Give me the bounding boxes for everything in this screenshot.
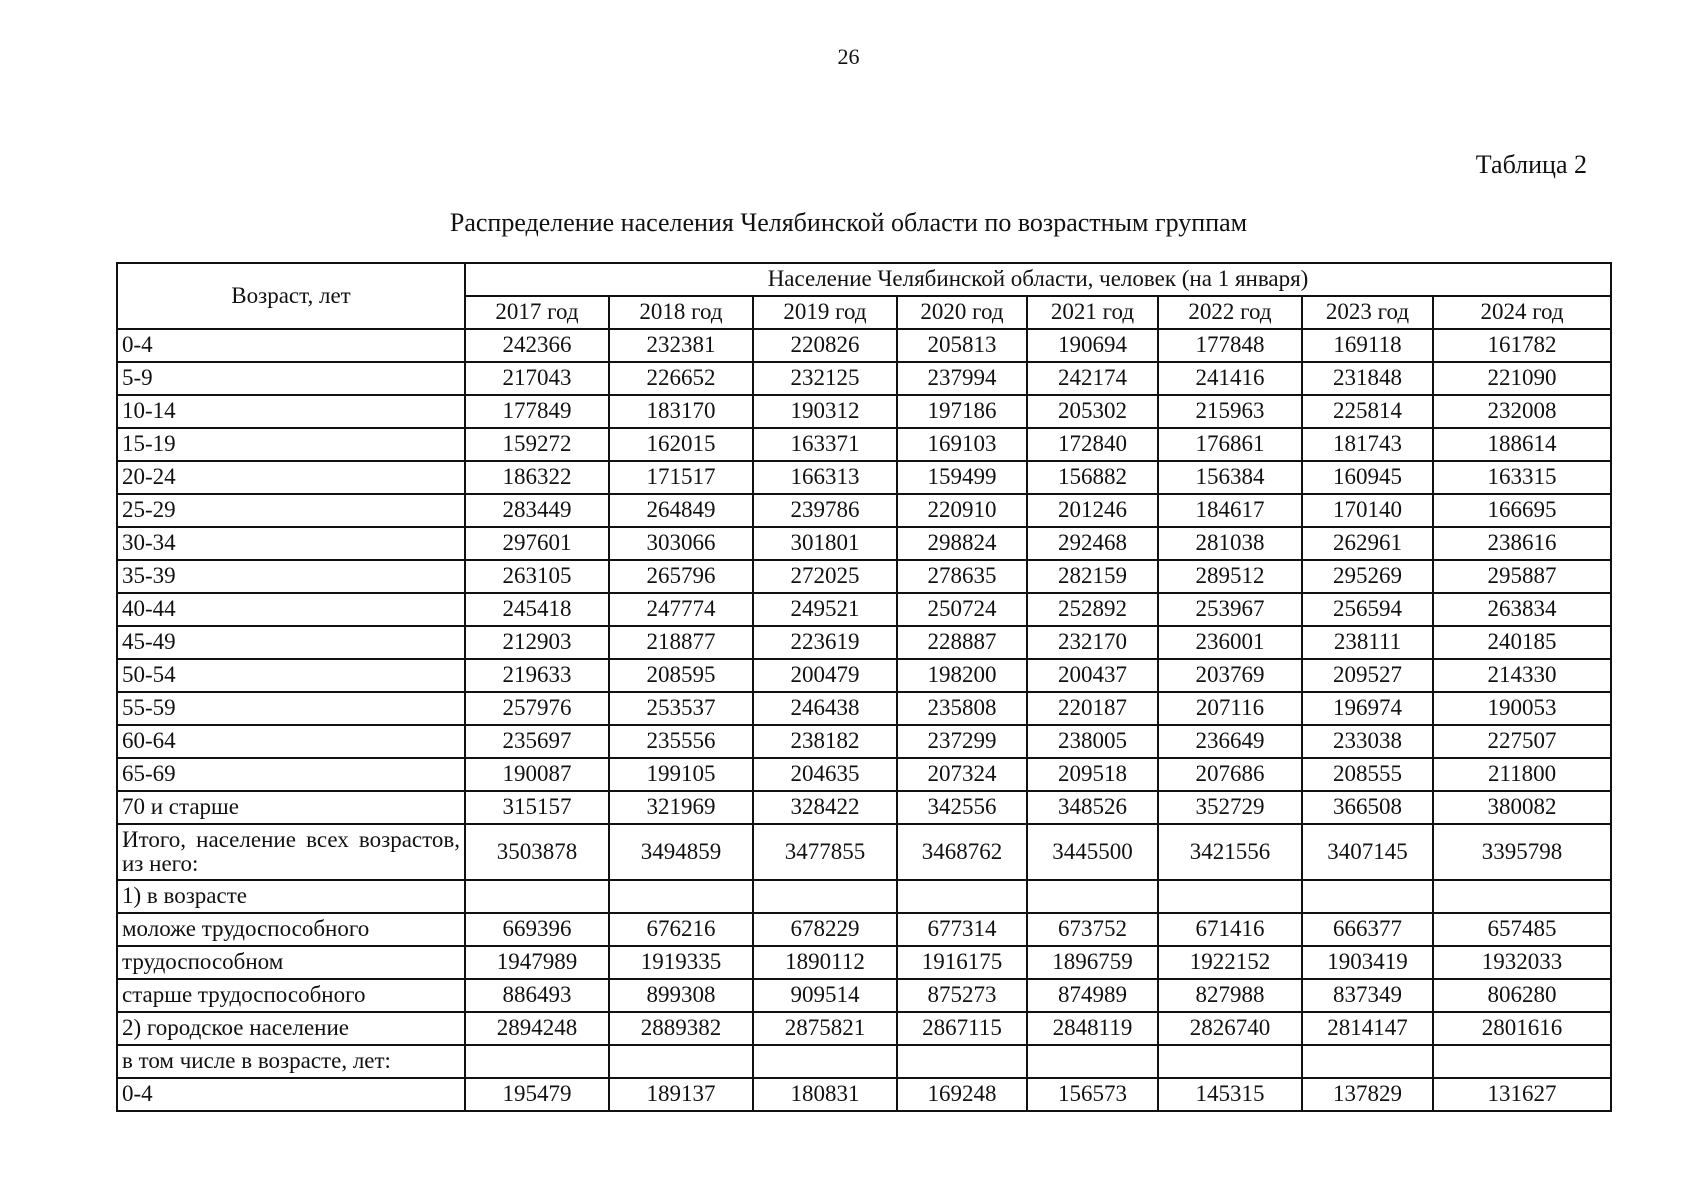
value-cell: 207686 [1158, 758, 1302, 791]
value-cell: 1919335 [609, 946, 753, 979]
value-cell: 156384 [1158, 461, 1302, 494]
value-cell: 283449 [465, 494, 609, 527]
value-cell: 253967 [1158, 593, 1302, 626]
row-label: 55-59 [117, 692, 465, 725]
value-cell: 170140 [1302, 494, 1433, 527]
table-row [117, 946, 1611, 979]
value-cell: 342556 [897, 791, 1027, 824]
value-cell: 3395798 [1433, 824, 1611, 880]
row-label: 45-49 [117, 626, 465, 659]
value-cell: 204635 [753, 758, 897, 791]
value-cell [1027, 1045, 1158, 1078]
value-cell: 199105 [609, 758, 753, 791]
table-row [117, 725, 1611, 758]
value-cell: 1947989 [465, 946, 609, 979]
table-row [117, 494, 1611, 527]
value-cell: 232125 [753, 362, 897, 395]
row-label: 50-54 [117, 659, 465, 692]
value-cell: 163315 [1433, 461, 1611, 494]
table-row [117, 362, 1611, 395]
value-cell: 218877 [609, 626, 753, 659]
value-cell: 160945 [1302, 461, 1433, 494]
value-cell: 242366 [465, 329, 609, 362]
table-row [117, 1078, 1611, 1111]
value-cell: 169118 [1302, 329, 1433, 362]
value-cell: 162015 [609, 428, 753, 461]
value-cell: 209518 [1027, 758, 1158, 791]
value-cell: 240185 [1433, 626, 1611, 659]
value-cell: 190053 [1433, 692, 1611, 725]
table-body [117, 329, 1611, 1111]
row-label: 10-14 [117, 395, 465, 428]
value-cell: 232008 [1433, 395, 1611, 428]
value-cell: 169103 [897, 428, 1027, 461]
value-cell: 169248 [897, 1078, 1027, 1111]
table-row [117, 692, 1611, 725]
value-cell: 671416 [1158, 913, 1302, 946]
value-cell: 163371 [753, 428, 897, 461]
value-cell: 295887 [1433, 560, 1611, 593]
value-cell: 235697 [465, 725, 609, 758]
value-cell: 166695 [1433, 494, 1611, 527]
year-header: 2020 год [897, 296, 1027, 329]
year-header: 2017 год [465, 296, 609, 329]
value-cell [465, 880, 609, 913]
value-cell: 3445500 [1027, 824, 1158, 880]
row-label: 40-44 [117, 593, 465, 626]
row-label: 20-24 [117, 461, 465, 494]
value-cell: 297601 [465, 527, 609, 560]
value-cell: 156573 [1027, 1078, 1158, 1111]
value-cell: 3503878 [465, 824, 609, 880]
value-cell: 237994 [897, 362, 1027, 395]
value-cell [465, 1045, 609, 1078]
value-cell: 2867115 [897, 1012, 1027, 1045]
value-cell: 669396 [465, 913, 609, 946]
value-cell [753, 880, 897, 913]
value-cell: 1896759 [1027, 946, 1158, 979]
value-cell: 166313 [753, 461, 897, 494]
year-header: 2018 год [609, 296, 753, 329]
value-cell: 242174 [1027, 362, 1158, 395]
table-row [117, 626, 1611, 659]
value-cell: 3421556 [1158, 824, 1302, 880]
value-cell: 263105 [465, 560, 609, 593]
value-cell: 232170 [1027, 626, 1158, 659]
value-cell [1433, 880, 1611, 913]
value-cell: 232381 [609, 329, 753, 362]
value-cell: 236001 [1158, 626, 1302, 659]
value-cell: 3407145 [1302, 824, 1433, 880]
value-cell: 131627 [1433, 1078, 1611, 1111]
section-row [117, 880, 1611, 913]
value-cell: 177848 [1158, 329, 1302, 362]
value-cell: 220910 [897, 494, 1027, 527]
age-column-header: Возраст, лет [117, 263, 465, 329]
row-label: старше трудоспособного [117, 979, 465, 1012]
value-cell: 278635 [897, 560, 1027, 593]
value-cell: 236649 [1158, 725, 1302, 758]
header-row-top [117, 263, 1611, 296]
value-cell: 190694 [1027, 329, 1158, 362]
year-header: 2024 год [1433, 296, 1611, 329]
value-cell: 207116 [1158, 692, 1302, 725]
value-cell: 183170 [609, 395, 753, 428]
row-label: 70 и старше [117, 791, 465, 824]
value-cell: 177849 [465, 395, 609, 428]
value-cell: 875273 [897, 979, 1027, 1012]
value-cell: 1932033 [1433, 946, 1611, 979]
row-label: 5-9 [117, 362, 465, 395]
row-label: 30-34 [117, 527, 465, 560]
value-cell: 217043 [465, 362, 609, 395]
value-cell: 137829 [1302, 1078, 1433, 1111]
value-cell: 909514 [753, 979, 897, 1012]
value-cell: 282159 [1027, 560, 1158, 593]
value-cell: 657485 [1433, 913, 1611, 946]
value-cell: 677314 [897, 913, 1027, 946]
value-cell: 239786 [753, 494, 897, 527]
value-cell: 205302 [1027, 395, 1158, 428]
row-label: в том числе в возрасте, лет: [117, 1045, 465, 1078]
value-cell: 145315 [1158, 1078, 1302, 1111]
value-cell: 2826740 [1158, 1012, 1302, 1045]
value-cell: 195479 [465, 1078, 609, 1111]
value-cell [1302, 1045, 1433, 1078]
value-cell: 225814 [1302, 395, 1433, 428]
table-label: Таблица 2 [1475, 150, 1587, 179]
value-cell: 231848 [1302, 362, 1433, 395]
value-cell: 223619 [753, 626, 897, 659]
table-row [117, 659, 1611, 692]
value-cell: 221090 [1433, 362, 1611, 395]
value-cell [609, 1045, 753, 1078]
table-row [117, 913, 1611, 946]
table-row [117, 461, 1611, 494]
value-cell [897, 880, 1027, 913]
value-cell: 1922152 [1158, 946, 1302, 979]
value-cell: 262961 [1302, 527, 1433, 560]
total-row [117, 824, 1611, 880]
year-header: 2019 год [753, 296, 897, 329]
population-table [116, 262, 1612, 1112]
value-cell: 676216 [609, 913, 753, 946]
table-row [117, 791, 1611, 824]
value-cell: 159272 [465, 428, 609, 461]
value-cell: 250724 [897, 593, 1027, 626]
value-cell: 238111 [1302, 626, 1433, 659]
value-cell: 190087 [465, 758, 609, 791]
value-cell: 1916175 [897, 946, 1027, 979]
row-label: трудоспособном [117, 946, 465, 979]
year-header: 2023 год [1302, 296, 1433, 329]
value-cell: 189137 [609, 1078, 753, 1111]
row-label: 60-64 [117, 725, 465, 758]
value-cell: 159499 [897, 461, 1027, 494]
value-cell: 237299 [897, 725, 1027, 758]
value-cell: 1890112 [753, 946, 897, 979]
value-cell: 171517 [609, 461, 753, 494]
year-header: 2021 год [1027, 296, 1158, 329]
value-cell: 200437 [1027, 659, 1158, 692]
value-cell: 678229 [753, 913, 897, 946]
value-cell: 245418 [465, 593, 609, 626]
value-cell: 2889382 [609, 1012, 753, 1045]
value-cell: 298824 [897, 527, 1027, 560]
value-cell: 1903419 [1302, 946, 1433, 979]
value-cell: 253537 [609, 692, 753, 725]
value-cell: 321969 [609, 791, 753, 824]
value-cell: 827988 [1158, 979, 1302, 1012]
row-label: 65-69 [117, 758, 465, 791]
page-title: Распределение населения Челябинской области по возрастным группам [449, 208, 1248, 237]
value-cell: 214330 [1433, 659, 1611, 692]
value-cell: 215963 [1158, 395, 1302, 428]
table-row [117, 979, 1611, 1012]
value-cell: 209527 [1302, 659, 1433, 692]
population-group-header: Население Челябинской области, человек (на 1 января) [465, 263, 1611, 296]
value-cell: 3477855 [753, 824, 897, 880]
value-cell: 208595 [609, 659, 753, 692]
value-cell: 2894248 [465, 1012, 609, 1045]
value-cell [1302, 880, 1433, 913]
row-label: 0-4 [117, 329, 465, 362]
value-cell: 272025 [753, 560, 897, 593]
value-cell [1433, 1045, 1611, 1078]
value-cell: 252892 [1027, 593, 1158, 626]
value-cell: 176861 [1158, 428, 1302, 461]
row-label: 35-39 [117, 560, 465, 593]
value-cell: 352729 [1158, 791, 1302, 824]
value-cell [1158, 880, 1302, 913]
year-header: 2022 год [1158, 296, 1302, 329]
row-label: Итого, население всех возрастов, из него: [117, 824, 465, 880]
value-cell: 366508 [1302, 791, 1433, 824]
urban-row [117, 1012, 1611, 1045]
row-label: 2) городское население [117, 1012, 465, 1045]
value-cell: 256594 [1302, 593, 1433, 626]
value-cell: 219633 [465, 659, 609, 692]
value-cell [1027, 880, 1158, 913]
value-cell: 184617 [1158, 494, 1302, 527]
value-cell: 227507 [1433, 725, 1611, 758]
value-cell: 228887 [897, 626, 1027, 659]
value-cell: 201246 [1027, 494, 1158, 527]
value-cell: 249521 [753, 593, 897, 626]
value-cell: 220187 [1027, 692, 1158, 725]
value-cell: 837349 [1302, 979, 1433, 1012]
value-cell: 264849 [609, 494, 753, 527]
value-cell: 226652 [609, 362, 753, 395]
value-cell: 238005 [1027, 725, 1158, 758]
value-cell: 235556 [609, 725, 753, 758]
value-cell: 161782 [1433, 329, 1611, 362]
value-cell: 233038 [1302, 725, 1433, 758]
value-cell: 180831 [753, 1078, 897, 1111]
value-cell: 666377 [1302, 913, 1433, 946]
value-cell: 2801616 [1433, 1012, 1611, 1045]
row-label: 15-19 [117, 428, 465, 461]
value-cell: 200479 [753, 659, 897, 692]
value-cell: 238182 [753, 725, 897, 758]
value-cell: 328422 [753, 791, 897, 824]
value-cell: 205813 [897, 329, 1027, 362]
value-cell: 198200 [897, 659, 1027, 692]
table-row [117, 329, 1611, 362]
value-cell: 265796 [609, 560, 753, 593]
value-cell [609, 880, 753, 913]
value-cell: 196974 [1302, 692, 1433, 725]
value-cell: 886493 [465, 979, 609, 1012]
row-label: моложе трудоспособного [117, 913, 465, 946]
value-cell: 212903 [465, 626, 609, 659]
value-cell: 348526 [1027, 791, 1158, 824]
value-cell: 315157 [465, 791, 609, 824]
section-row [117, 1045, 1611, 1078]
value-cell: 2848119 [1027, 1012, 1158, 1045]
value-cell: 211800 [1433, 758, 1611, 791]
value-cell [753, 1045, 897, 1078]
value-cell [1158, 1045, 1302, 1078]
value-cell: 257976 [465, 692, 609, 725]
value-cell: 2814147 [1302, 1012, 1433, 1045]
value-cell: 289512 [1158, 560, 1302, 593]
row-label: 25-29 [117, 494, 465, 527]
value-cell: 806280 [1433, 979, 1611, 1012]
value-cell: 292468 [1027, 527, 1158, 560]
value-cell: 190312 [753, 395, 897, 428]
value-cell: 899308 [609, 979, 753, 1012]
table-row [117, 395, 1611, 428]
value-cell: 203769 [1158, 659, 1302, 692]
value-cell: 874989 [1027, 979, 1158, 1012]
page-number: 26 [837, 44, 860, 69]
value-cell: 235808 [897, 692, 1027, 725]
value-cell: 380082 [1433, 791, 1611, 824]
value-cell: 247774 [609, 593, 753, 626]
value-cell: 186322 [465, 461, 609, 494]
value-cell: 156882 [1027, 461, 1158, 494]
value-cell: 238616 [1433, 527, 1611, 560]
table-row [117, 527, 1611, 560]
table-row [117, 428, 1611, 461]
value-cell: 172840 [1027, 428, 1158, 461]
row-label: 1) в возрасте [117, 880, 465, 913]
value-cell: 263834 [1433, 593, 1611, 626]
value-cell: 181743 [1302, 428, 1433, 461]
value-cell: 295269 [1302, 560, 1433, 593]
value-cell: 281038 [1158, 527, 1302, 560]
value-cell: 207324 [897, 758, 1027, 791]
value-cell: 3494859 [609, 824, 753, 880]
value-cell: 301801 [753, 527, 897, 560]
value-cell: 303066 [609, 527, 753, 560]
value-cell [897, 1045, 1027, 1078]
table-row [117, 560, 1611, 593]
value-cell: 220826 [753, 329, 897, 362]
value-cell: 3468762 [897, 824, 1027, 880]
row-label: 0-4 [117, 1078, 465, 1111]
value-cell: 246438 [753, 692, 897, 725]
table-row [117, 758, 1611, 791]
value-cell: 188614 [1433, 428, 1611, 461]
value-cell: 673752 [1027, 913, 1158, 946]
value-cell: 241416 [1158, 362, 1302, 395]
value-cell: 2875821 [753, 1012, 897, 1045]
value-cell: 197186 [897, 395, 1027, 428]
table-row [117, 593, 1611, 626]
value-cell: 208555 [1302, 758, 1433, 791]
